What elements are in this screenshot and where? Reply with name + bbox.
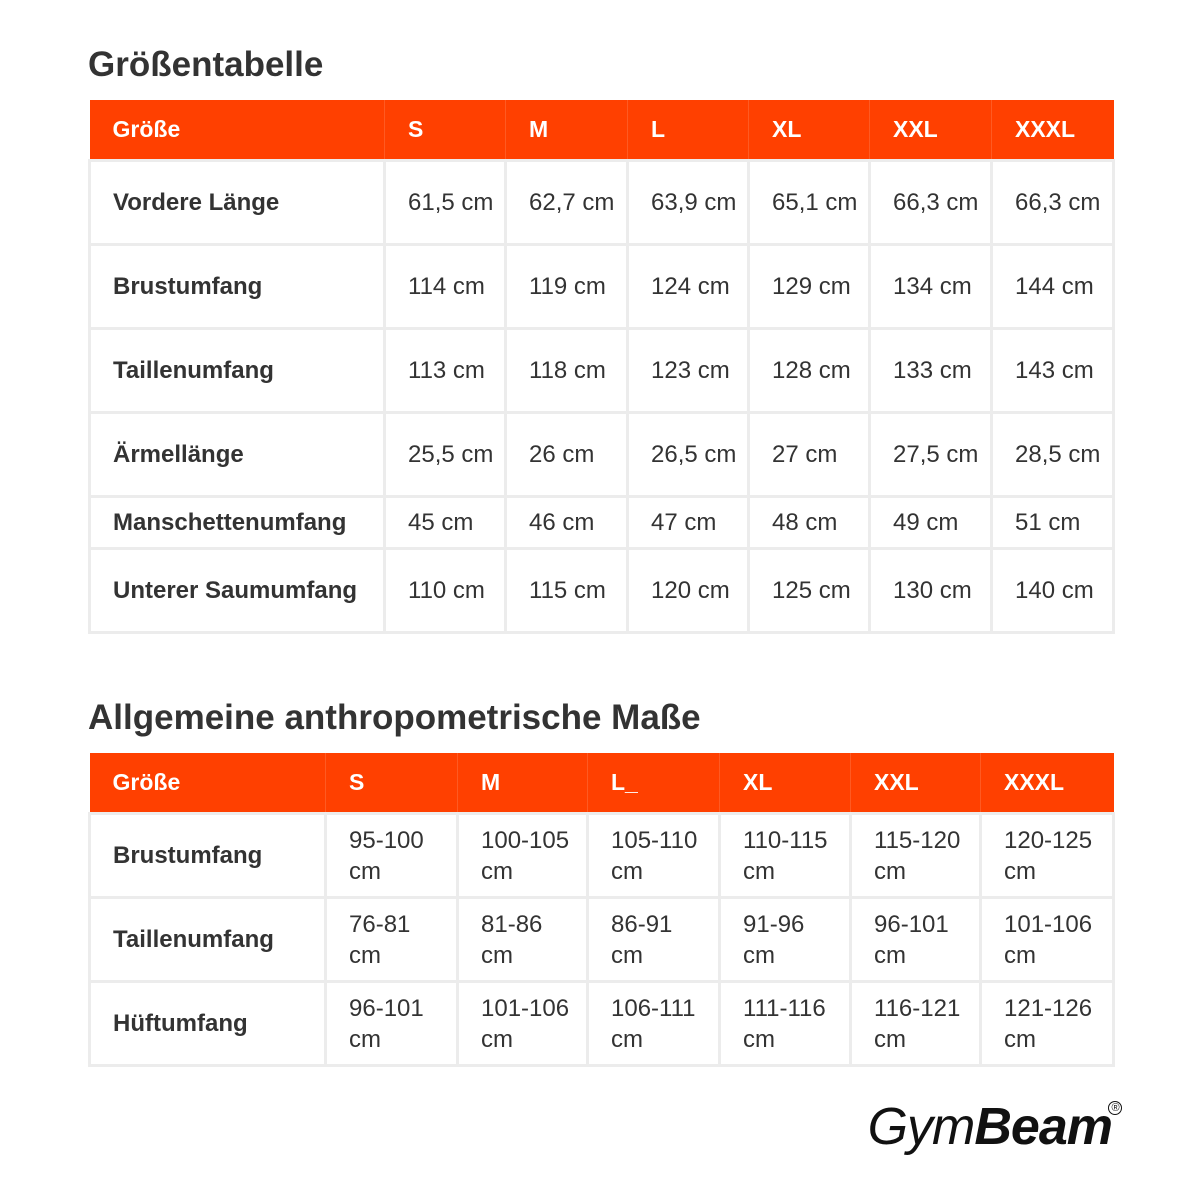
table-cell: 128 cm bbox=[749, 329, 870, 413]
table-cell: 28,5 cm bbox=[992, 413, 1114, 497]
table-cell: 51 cm bbox=[992, 497, 1114, 549]
table-row bbox=[90, 245, 1114, 329]
table-cell: 115 cm bbox=[506, 549, 628, 633]
table-cell: 140 cm bbox=[992, 549, 1114, 633]
header-size: Größe bbox=[90, 753, 326, 814]
table-cell: 130 cm bbox=[870, 549, 992, 633]
table-cell: 66,3 cm bbox=[870, 161, 992, 245]
table-row bbox=[90, 549, 1114, 633]
header-size: Größe bbox=[90, 100, 385, 161]
table-cell: 105-110 cm bbox=[588, 814, 720, 898]
table-cell: 144 cm bbox=[992, 245, 1114, 329]
table-cell: 95-100 cm bbox=[326, 814, 458, 898]
size-chart-title: Größentabelle bbox=[88, 45, 324, 84]
table-cell: 46 cm bbox=[506, 497, 628, 549]
row-label: Manschettenumfang bbox=[90, 497, 385, 549]
table-row bbox=[90, 161, 1114, 245]
table-cell: 120-125 cm bbox=[981, 814, 1114, 898]
table-cell: 96-101 cm bbox=[851, 898, 981, 982]
table-cell: 143 cm bbox=[992, 329, 1114, 413]
table-cell: 124 cm bbox=[628, 245, 749, 329]
registered-mark-icon: ® bbox=[1108, 1101, 1122, 1115]
table-cell: 101-106 cm bbox=[981, 898, 1114, 982]
table-cell: 134 cm bbox=[870, 245, 992, 329]
table-header-row bbox=[90, 100, 1114, 161]
table-cell: 27,5 cm bbox=[870, 413, 992, 497]
row-label: Unterer Saumumfang bbox=[90, 549, 385, 633]
table-cell: 110 cm bbox=[385, 549, 506, 633]
gymbeam-logo bbox=[867, 1097, 1119, 1157]
table-cell: 106-111 cm bbox=[588, 982, 720, 1066]
table-cell: 120 cm bbox=[628, 549, 749, 633]
header-xxl: XXL bbox=[851, 753, 981, 814]
table-cell: 66,3 cm bbox=[992, 161, 1114, 245]
table-cell: 25,5 cm bbox=[385, 413, 506, 497]
table-cell: 114 cm bbox=[385, 245, 506, 329]
table-cell: 118 cm bbox=[506, 329, 628, 413]
table-row bbox=[90, 814, 1114, 898]
table-cell: 110-115 cm bbox=[720, 814, 851, 898]
table-cell: 86-91 cm bbox=[588, 898, 720, 982]
header-xxl: XXL bbox=[870, 100, 992, 161]
table-cell: 45 cm bbox=[385, 497, 506, 549]
table-cell: 121-126 cm bbox=[981, 982, 1114, 1066]
row-label: Brustumfang bbox=[90, 814, 326, 898]
header-xxxl: XXXL bbox=[981, 753, 1114, 814]
row-label: Brustumfang bbox=[90, 245, 385, 329]
table-cell: 61,5 cm bbox=[385, 161, 506, 245]
row-label: Taillenumfang bbox=[90, 898, 326, 982]
table-cell: 48 cm bbox=[749, 497, 870, 549]
table-row bbox=[90, 329, 1114, 413]
row-label: Vordere Länge bbox=[90, 161, 385, 245]
table-cell: 49 cm bbox=[870, 497, 992, 549]
logo-beam-text: Beam bbox=[974, 1098, 1112, 1156]
table-cell: 81-86 cm bbox=[458, 898, 588, 982]
table-cell: 113 cm bbox=[385, 329, 506, 413]
header-xl: XL bbox=[749, 100, 870, 161]
table-cell: 133 cm bbox=[870, 329, 992, 413]
table-cell: 91-96 cm bbox=[720, 898, 851, 982]
row-label: Ärmellänge bbox=[90, 413, 385, 497]
table-row bbox=[90, 982, 1114, 1066]
table-cell: 76-81 cm bbox=[326, 898, 458, 982]
table-cell: 123 cm bbox=[628, 329, 749, 413]
body-measurements-title: Allgemeine anthropometrische Maße bbox=[88, 698, 701, 737]
table-row bbox=[90, 497, 1114, 549]
logo-gym-text: Gym bbox=[867, 1098, 975, 1156]
table-cell: 100-105 cm bbox=[458, 814, 588, 898]
table-cell: 119 cm bbox=[506, 245, 628, 329]
table-row bbox=[90, 898, 1114, 982]
table-cell: 47 cm bbox=[628, 497, 749, 549]
table-cell: 65,1 cm bbox=[749, 161, 870, 245]
table-cell: 27 cm bbox=[749, 413, 870, 497]
header-m: M bbox=[506, 100, 628, 161]
size-chart-table bbox=[88, 100, 1115, 634]
header-s: S bbox=[326, 753, 458, 814]
row-label: Hüftumfang bbox=[90, 982, 326, 1066]
table-cell: 62,7 cm bbox=[506, 161, 628, 245]
table-header-row bbox=[90, 753, 1114, 814]
header-m: M bbox=[458, 753, 588, 814]
row-label: Taillenumfang bbox=[90, 329, 385, 413]
table-cell: 129 cm bbox=[749, 245, 870, 329]
table-cell: 26,5 cm bbox=[628, 413, 749, 497]
header-xxxl: XXXL bbox=[992, 100, 1114, 161]
header-l: L_ bbox=[588, 753, 720, 814]
table-cell: 111-116 cm bbox=[720, 982, 851, 1066]
header-xl: XL bbox=[720, 753, 851, 814]
table-row bbox=[90, 413, 1114, 497]
header-s: S bbox=[385, 100, 506, 161]
table-cell: 116-121 cm bbox=[851, 982, 981, 1066]
table-cell: 63,9 cm bbox=[628, 161, 749, 245]
table-cell: 115-120 cm bbox=[851, 814, 981, 898]
table-cell: 125 cm bbox=[749, 549, 870, 633]
body-measurements-table bbox=[88, 753, 1115, 1067]
table-cell: 26 cm bbox=[506, 413, 628, 497]
table-cell: 101-106 cm bbox=[458, 982, 588, 1066]
table-cell: 96-101 cm bbox=[326, 982, 458, 1066]
header-l: L bbox=[628, 100, 749, 161]
